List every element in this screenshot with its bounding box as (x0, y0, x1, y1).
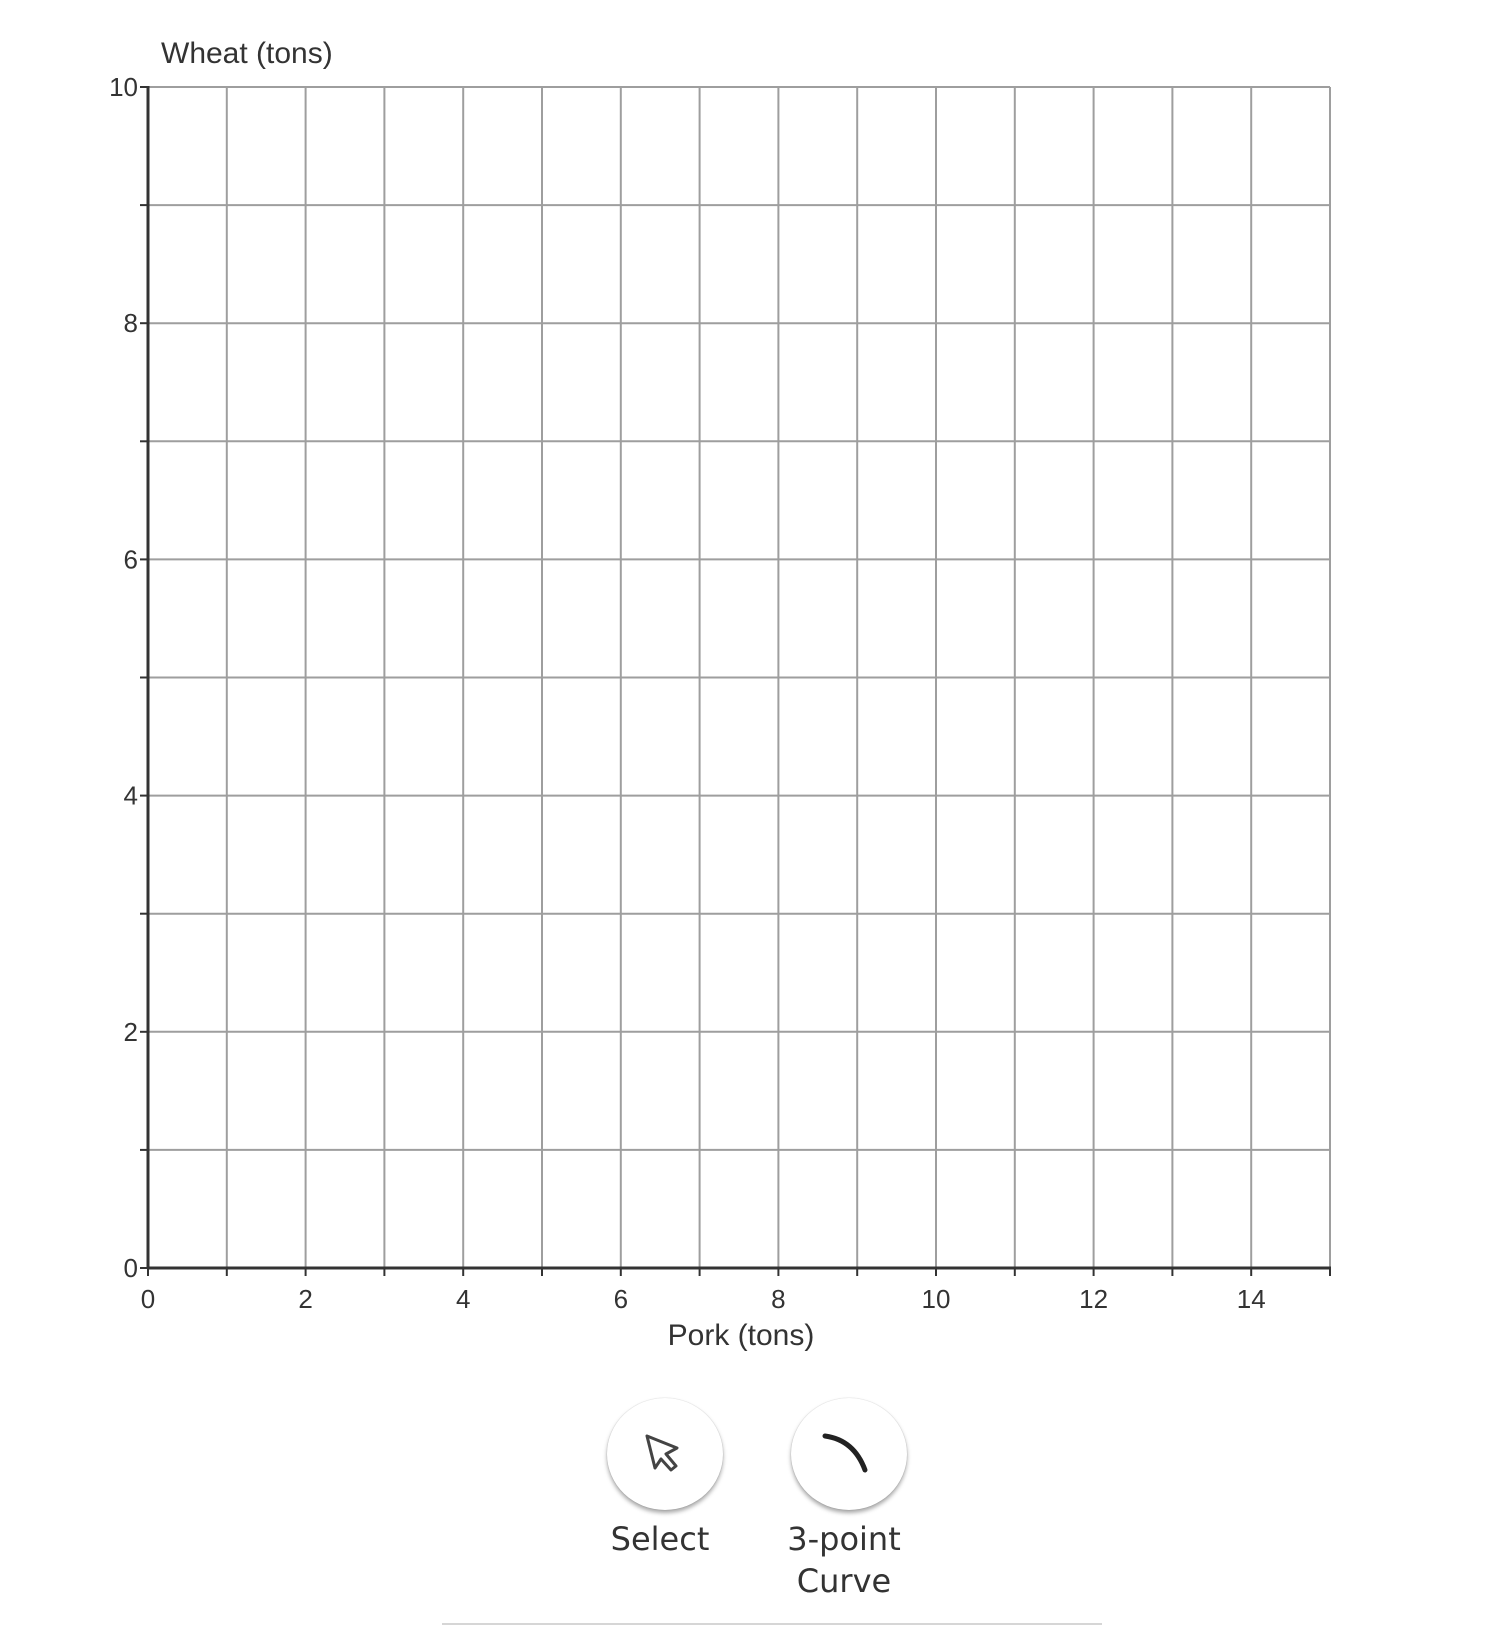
divider (442, 1623, 1102, 1625)
x-axis-label: Pork (tons) (667, 1319, 815, 1352)
curve-label-line-2: Curve (796, 1562, 892, 1600)
tick-marks (140, 87, 1330, 1276)
y-tick-label: 6 (123, 544, 138, 575)
grid-lines (148, 87, 1330, 1268)
three-point-curve-tool-label (754, 1518, 934, 1602)
y-axis-label: Wheat (tons) (161, 37, 333, 70)
x-tick-label: 4 (455, 1284, 471, 1314)
select-tool-button[interactable] (607, 1398, 723, 1510)
curve-arc-icon (791, 1398, 907, 1510)
x-tick-label: 14 (1236, 1284, 1266, 1314)
x-tick-label: 12 (1079, 1284, 1109, 1314)
curve-label-line-1: 3-point (787, 1520, 901, 1558)
cursor-arrow-icon (607, 1398, 723, 1510)
y-tick-label: 8 (123, 308, 138, 339)
select-tool-label-text: Select (610, 1520, 710, 1558)
x-tick-label: 10 (921, 1284, 951, 1314)
y-tick-label: 0 (123, 1253, 138, 1283)
x-tick-label: 8 (771, 1284, 786, 1314)
three-point-curve-tool-button[interactable] (791, 1398, 907, 1510)
y-tick-label: 4 (123, 780, 138, 811)
select-tool-label (570, 1518, 750, 1560)
y-tick-label: 10 (109, 72, 138, 102)
x-tick-label: 0 (140, 1284, 156, 1314)
x-tick-label: 6 (613, 1284, 629, 1314)
tick-labels (109, 72, 1266, 1314)
y-tick-label: 2 (123, 1016, 138, 1047)
x-tick-label: 2 (298, 1284, 313, 1314)
